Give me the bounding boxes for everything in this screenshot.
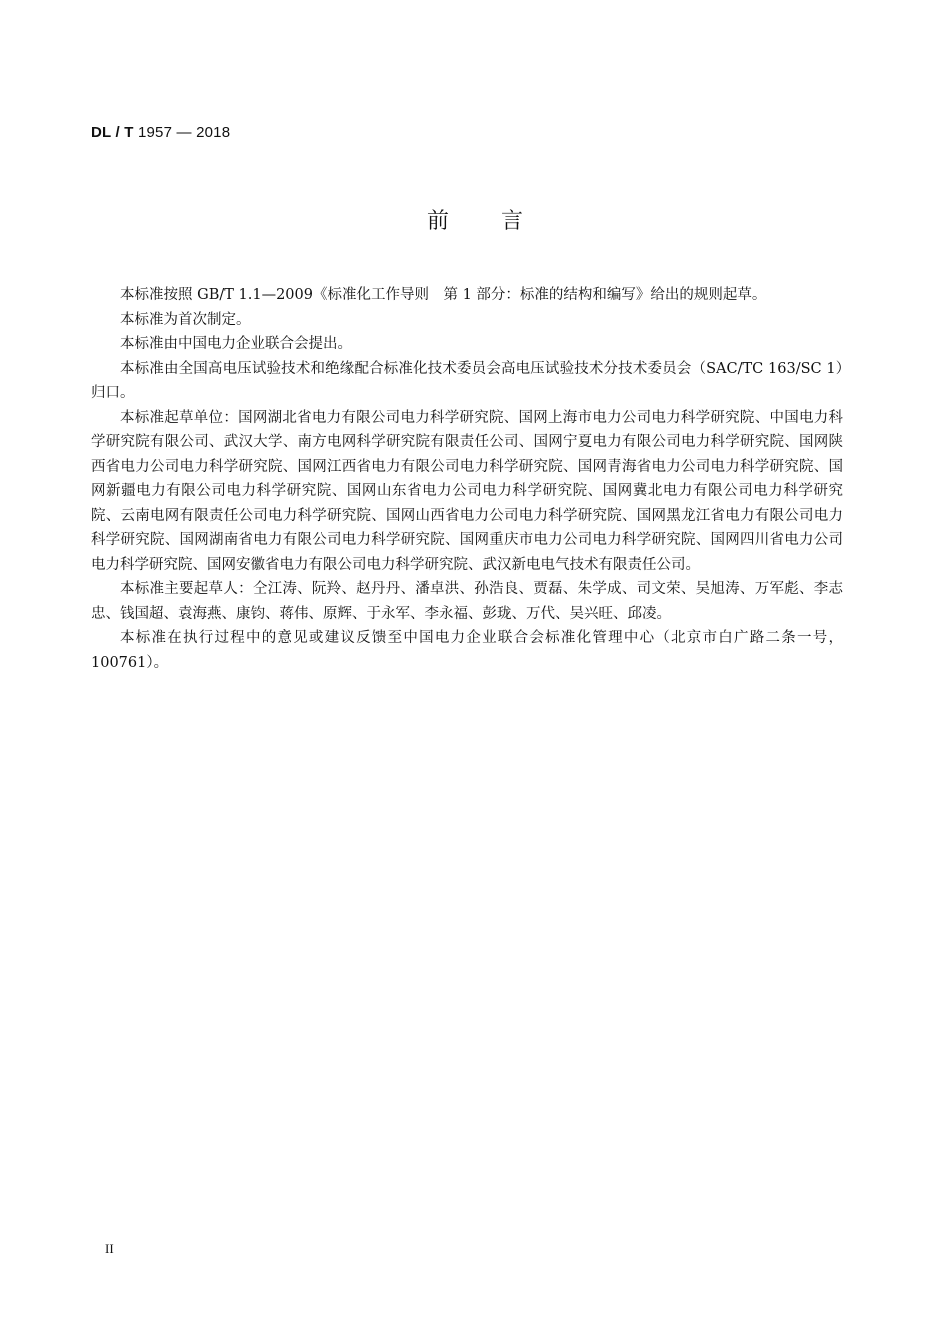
paragraph-proposed-by: 本标准由中国电力企业联合会提出。 bbox=[120, 336, 352, 352]
paragraph-drafting-organizations: 本标准起草单位：国网湖北省电力有限公司电力科学研究院、国网上海市电力公司电力科学研究院、中国电力科学研究院有限公司、武汉大学、南方电网科学研究院有限责任公司、国网宁夏电力有限公司电力科学研究院、国网陕西省电力公司电力科学研究院、国网江西省电力有限公司电力科学研究院、国网青海省电力公司电力科学研究院、国网新疆电力有限公司电力科学研究院、国网山东省电力公司电力科学研究院、国网冀北电力有限公司电力科学研究院、云南电网有限责任公司电力科学研究院、国网山西省电力公司电力科学研究院、国网黑龙江省电力有限公司电力科学研究院、国网湖南省电力有限公司电力科学研究院、国网重庆市电力公司电力科学研究院、国网四川省电力公司电力科学研究院、国网安徽省电力有限公司电力科学研究院、武汉新电电气技术有限责任公司。 bbox=[91, 409, 843, 573]
foreword-body bbox=[91, 283, 843, 675]
paragraph-principal-drafters: 本标准主要起草人：仝江涛、阮羚、赵丹丹、潘卓洪、孙浩良、贾磊、朱学成、司文荣、吴旭涛、万军彪、李志忠、钱国超、袁海燕、康钧、蒋伟、原辉、于永军、李永福、彭珑、万代、吴兴旺、邱凌。 bbox=[91, 581, 843, 622]
paragraph-feedback: 本标准在执行过程中的意见或建议反馈至中国电力企业联合会标准化管理中心（北京市白广路二条一号，100761）。 bbox=[91, 630, 843, 671]
paragraph-drafting-rules: 本标准按照 GB/T 1.1—2009《标准化工作导则 第 1 部分：标准的结构和编写》给出的规则起草。 bbox=[120, 287, 767, 303]
paragraph-first-edition: 本标准为首次制定。 bbox=[120, 311, 251, 328]
page-number: II bbox=[105, 1241, 114, 1256]
standard-code bbox=[91, 124, 230, 141]
standard-code-prefix: DL / T bbox=[91, 124, 134, 141]
standard-code-number: 1957 — 2018 bbox=[133, 124, 231, 141]
paragraph-under-jurisdiction: 本标准由全国高电压试验技术和绝缘配合标准化技术委员会高电压试验技术分技术委员会（SAC/TC 163/SC 1）归口。 bbox=[91, 360, 843, 401]
page-title: 前言 bbox=[426, 209, 575, 234]
